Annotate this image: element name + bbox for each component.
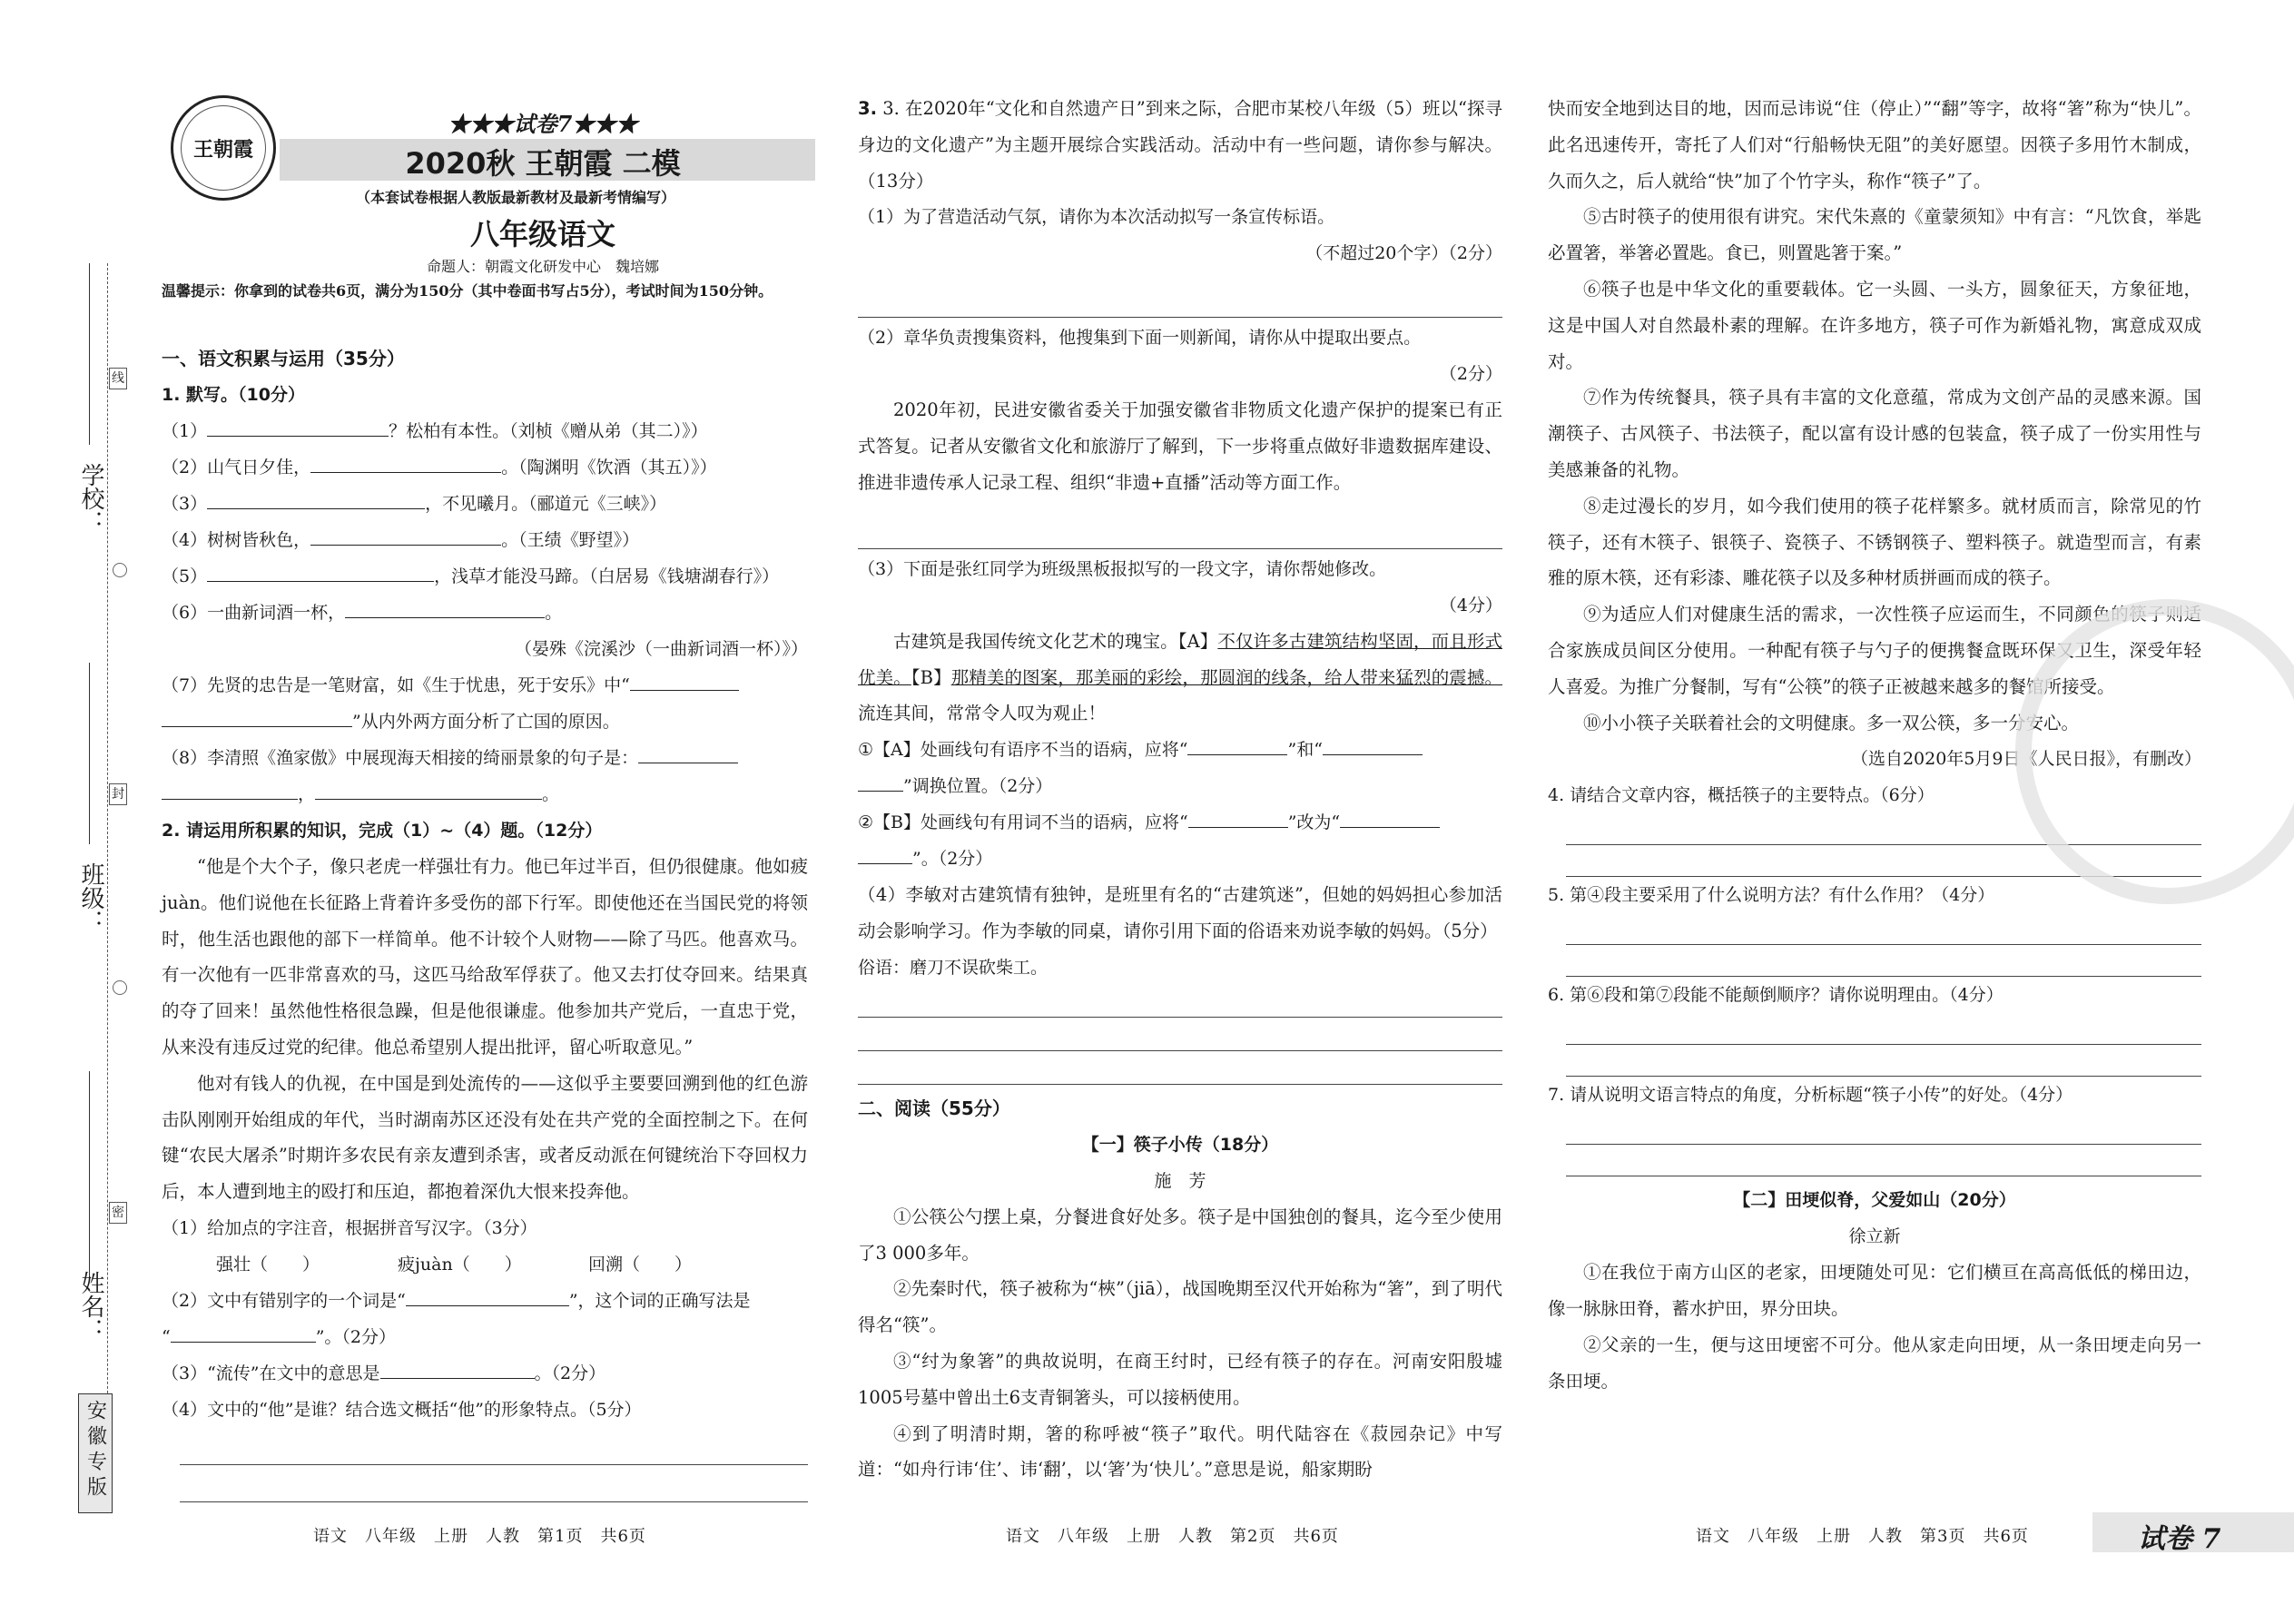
q1-item-7b: ”从内外两方面分析了亡国的原因。: [162, 704, 808, 740]
q3-sub3-a2: ”调换位置。（2分）: [858, 768, 1502, 804]
answer-line[interactable]: [1566, 1045, 2201, 1077]
answer-line[interactable]: [858, 1051, 1502, 1085]
q1-item-2: （2）山气日夕佳， 。（陶渊明《饮酒（其五）》）: [162, 449, 808, 486]
reading-2-title: 【二】田埂似脊，父爱如山（20分）: [1733, 1190, 2016, 1211]
reading-1-source: （选自2020年5月9日《人民日报》，有删改）: [1850, 749, 2201, 770]
q2-sub3: （3）“流传”在文中的意思是 。（2分）: [162, 1355, 808, 1392]
q1-title: 1. 默写。（10分）: [162, 385, 305, 405]
brand-logo: 王朝霞: [171, 95, 276, 201]
q3-sub3-score: （4分）: [1439, 595, 1502, 615]
answer-line[interactable]: [1566, 1113, 2201, 1145]
q1-item-5: （5） ，浅草才能没马蹄。（白居易《钱塘湖春行》）: [162, 558, 808, 595]
q6-title: 6. 第⑥段和第⑦段能不能颠倒顺序？请你说明理由。（4分）: [1548, 985, 2004, 1006]
q2-sub2b: “ ”。（2分）: [162, 1319, 808, 1355]
q4-title: 4. 请结合文章内容，概括筷子的主要特点。（6分）: [1548, 785, 1935, 806]
edition-badge: 安徽专版: [78, 1393, 113, 1513]
q2-passage-2: 他对有钱人的仇视，在中国是到处流传的——这似乎主要要回溯到他的红色游击队刚刚开始组成的年代，当时湖南苏区还没有处在共产党的全面控制之下。在何键“农民大屠杀”时期许多农民有亲友遭到杀害，或者反动派在何键统治下夺回权力后，本人遭到地主的殴打和压迫，都抱着深仇大恨来投奔他。: [162, 1072, 808, 1203]
q1-item-1: （1） ？松柏有本性。（刘桢《赠从弟（其二）》）: [162, 413, 808, 449]
reading-1-para: ⑨为适应人们对健康生活的需求，一次性筷子应运而生，不同颜色的筷子则适合家族成员间区分使用。一种配有筷子与勺子的便携餐盒既环保又卫生，深受年轻人喜爱。为推广分餐制，写有“公筷”的筷子正被越来越多的餐馆所接受。: [1548, 604, 2201, 697]
answer-line[interactable]: [1566, 1013, 2201, 1045]
page-footer-2: 语文 八年级 上册 人教 第2页 共6页: [1006, 1527, 1339, 1546]
q5-title: 5. 第④段主要采用了什么说明方法？有什么作用？（4分）: [1548, 885, 1995, 906]
reading-1-para: ①公筷公勺摆上桌，分餐进食好处多。筷子是中国独创的餐具，迄今至少使用了3 000多年。: [858, 1206, 1502, 1264]
school-label: 学校：: [77, 463, 104, 534]
q3-sub3-b: ②【B】处画线句有用词不当的语病，应将“ ”改为“: [858, 804, 1502, 841]
reading-1-para: ③“纣为象箸”的典故说明，在商王纣时，已经有筷子的存在。河南安阳殷墟1005号墓中曾出土6支青铜箸头，可以接柄使用。: [858, 1350, 1502, 1408]
q3-sub2: （2）章华负责搜集资料，他搜集到下面一则新闻，请你从中提取出要点。: [858, 328, 1422, 349]
binding-hole: [113, 980, 127, 995]
series-label: ★★★试卷7★★★: [448, 111, 638, 137]
q7-title: 7. 请从说明文语言特点的角度，分析标题“筷子小传”的好处。（4分）: [1548, 1085, 2073, 1106]
q1-item-8b: ， 。: [162, 776, 808, 812]
q2-passage-1: “他是个大个子，像只老虎一样强壮有力。他已年过半百，但仍很健康。他如疲juàn。他们说他在长征路上背着许多受伤的部下行军。即使他还在当国民党的将领时，他生活也跟他的部下一样简单。他不计较个人财物——除了马匹。他喜欢马。有一次他有一匹非常喜欢的马，这匹马给敌军俘获了。他又去打仗夺回来。结果真的夺了回来！虽然他性格很急躁，但是他很谦虚。他参加共产党后，一直忠于党，从来没有违反过党的纪律。他总希望别人提出批评，留心听取意见。”: [162, 856, 808, 1058]
subject-title: 八年级语文: [469, 217, 615, 251]
exam-tip: 温馨提示：你拿到的试卷共6页，满分为150分（其中卷面书写占5分），考试时间为150分钟。: [162, 282, 773, 300]
exam-subtitle: （本套试卷根据人教版最新教材及最新考情编写）: [355, 189, 675, 206]
page-footer-3: 语文 八年级 上册 人教 第3页 共6页: [1696, 1527, 2029, 1546]
reading-1-para: ⑤古时筷子的使用很有讲究。宋代朱熹的《童蒙须知》中有言：“凡饮食，举匙必置箸，举箸必置匙。食已，则置匙箸于案。”: [1548, 206, 2201, 264]
q1-item-6-source: （晏殊《浣溪沙（一曲新词酒一杯）》）: [514, 639, 808, 659]
q3-sub3-b2: ”。（2分）: [858, 841, 1502, 877]
q1-item-8: （8）李清照《渔家傲》中展现海天相接的绮丽景象的句子是：: [162, 740, 808, 776]
q3-title: 3. 3. 在2020年“文化和自然遗产日”到来之际，合肥市某校八年级（5）班以“探寻身边的文化遗产”为主题开展综合实践活动。活动中有一些问题，请你参与解决。（13分）: [858, 98, 1502, 192]
seal-char-line: 线: [109, 368, 127, 389]
class-label: 班级：: [77, 862, 104, 933]
reading-2-para: ②父亲的一生，便与这田埂密不可分。他从家走向田埂，从一条田埂走向另一条田埂。: [1548, 1334, 2201, 1392]
reading-2-para: ①在我位于南方山区的老家，田埂随处可见：它们横亘在高高低低的梯田边，像一脉脉田脊，蓄水护田，界分田块。: [1548, 1262, 2201, 1320]
q3-proverb: 俗语：磨刀不误砍柴工。: [858, 957, 1049, 978]
seal-char-seal: 封: [109, 783, 127, 805]
answer-line[interactable]: [858, 1018, 1502, 1051]
section-2-title: 二、阅读（55分）: [858, 1097, 1010, 1119]
reading-1-para: ②先秦时代，筷子被称为“梜”（jiā），战国晚期至汉代开始称为“箸”，到了明代得名“筷”。: [858, 1278, 1502, 1336]
seal-char-close: 密: [109, 1202, 127, 1224]
exam-badge: 试卷 7: [2092, 1512, 2294, 1552]
q1-item-3: （3） ，不见曦月。（郦道元《三峡》）: [162, 486, 808, 522]
answer-line[interactable]: [858, 986, 1502, 1018]
q3-sub1-score: （不超过20个字）（2分）: [1305, 243, 1502, 264]
q2-title: 2. 请运用所积累的知识，完成（1）~（4）题。（12分）: [162, 821, 603, 841]
answer-line[interactable]: [858, 271, 1502, 318]
q3-sub2-score: （2分）: [1439, 364, 1502, 385]
section-1-title: 一、语文积累与运用（35分）: [162, 348, 405, 369]
name-label: 姓名：: [77, 1271, 104, 1342]
exam-title: 2020秋 王朝霞 二模: [405, 146, 681, 181]
q3-sub3-a: ①【A】处画线句有语序不当的语病，应将“ ”和“: [858, 732, 1502, 768]
q2-sub2: （2）文中有错别字的一个词是“ ”，这个词的正确写法是: [162, 1283, 808, 1319]
q1-item-6: （6）一曲新词酒一杯， 。: [162, 595, 808, 631]
q2-sub1-items: 强壮（ ） 疲juàn（ ） 回溯（ ）: [216, 1254, 693, 1275]
q3-sub4: （4）李敏对古建筑情有独钟，是班里有名的“古建筑迷”，但她的妈妈担心参加活动会影响学习。作为李敏的同桌，请你引用下面的俗语来劝说李敏的妈妈。（5分）: [858, 884, 1502, 941]
reading-2-author: 徐立新: [1848, 1226, 1901, 1247]
binding-hole: [113, 563, 127, 577]
answer-line[interactable]: [858, 501, 1502, 549]
reading-1-author: 施 芳: [1154, 1170, 1206, 1191]
page-footer-1: 语文 八年级 上册 人教 第1页 共6页: [313, 1527, 646, 1546]
answer-line[interactable]: [180, 1428, 808, 1465]
page-2: [858, 91, 1502, 1488]
reading-1-para: ⑦作为传统餐具，筷子具有丰富的文化意蕴，常成为文创产品的灵感来源。国潮筷子、古风筷子、书法筷子，配以富有设计感的包装盒，筷子成了一份实用性与美感兼备的礼物。: [1548, 387, 2201, 480]
answer-line[interactable]: [1566, 1145, 2201, 1176]
binding-margin: [77, 263, 136, 1516]
q3-sub3: （3）下面是张红同学为班级黑板报拟写的一段文字，请你帮她修改。: [858, 558, 1387, 579]
q3-sub1: （1）为了营造活动气氛，请你为本次活动拟写一条宣传标语。: [858, 207, 1335, 228]
reading-1-para: ⑧走过漫长的岁月，如今我们使用的筷子花样繁多。就材质而言，除常见的竹筷子，还有木筷子、银筷子、瓷筷子、不锈钢筷子、塑料筷子。就造型而言，有素雅的原木筷，还有彩漆、雕花筷子以及多种材质拼画而成的筷子。: [1548, 495, 2201, 589]
q3-news: 2020年初，民进安徽省委关于加强安徽省非物质文化遗产保护的提案已有正式答复。记者从安徽省文化和旅游厅了解到，下一步将重点做好非遗数据库建设、推进非遗传承人记录工程、组织“非遗+直播”活动等方面工作。: [858, 399, 1502, 493]
answer-line[interactable]: [1566, 945, 2201, 977]
q1-item-4: （4）树树皆秋色， 。（王绩《野望》）: [162, 522, 808, 558]
reading-1-para-cont: 快而安全地到达目的地，因而忌讳说“住（停止）”“翻”等字，故将“箸”称为“快儿”。此名迅速传开，寄托了人们对“行船畅快无阻”的美好愿望。因筷子多用竹木制成，久而久之，后人就给“快”加了个竹字头，称作“筷子”了。: [1548, 98, 2201, 192]
q3-blackboard-text: 古建筑是我国传统文化艺术的瑰宝。【A】不仅许多古建筑结构坚固，而且形式优美。【B】那精美的图案，那美丽的彩绘，那圆润的线条，给人带来猛烈的震撼。流连其间，常常令人叹为观止！: [858, 630, 1502, 724]
q1-item-7: （7）先贤的忠告是一笔财富，如《生于忧患，死于安乐》中“: [162, 667, 808, 704]
q2-sub1: （1）给加点的字注音，根据拼音写汉字。（3分）: [162, 1217, 537, 1238]
authors: 命题人：朝霞文化研发中心 魏培娜: [426, 258, 659, 275]
answer-line[interactable]: [180, 1465, 808, 1502]
q2-sub4: （4）文中的“他”是谁？结合选文概括“他”的形象特点。（5分）: [162, 1399, 642, 1420]
reading-1-title: 【一】筷子小传（18分）: [1081, 1134, 1279, 1155]
answer-line[interactable]: [1566, 913, 2201, 945]
reading-1-para: ④到了明清时期，箸的称呼被“筷子”取代。明代陆容在《菽园杂记》中写道：“如舟行讳‘住’、讳‘翻’，以‘箸’为‘快儿’。”意思是说，船家期盼: [858, 1422, 1502, 1481]
reading-1-para: ⑩小小筷子关联着社会的文明健康。多一双公筷，多一分安心。: [1583, 712, 2080, 733]
reading-1-para: ⑥筷子也是中华文化的重要载体。它一头圆、一头方，圆象征天，方象征地，这是中国人对自然最朴素的理解。在许多地方，筷子可作为新婚礼物，寓意成双成对。: [1548, 278, 2201, 372]
